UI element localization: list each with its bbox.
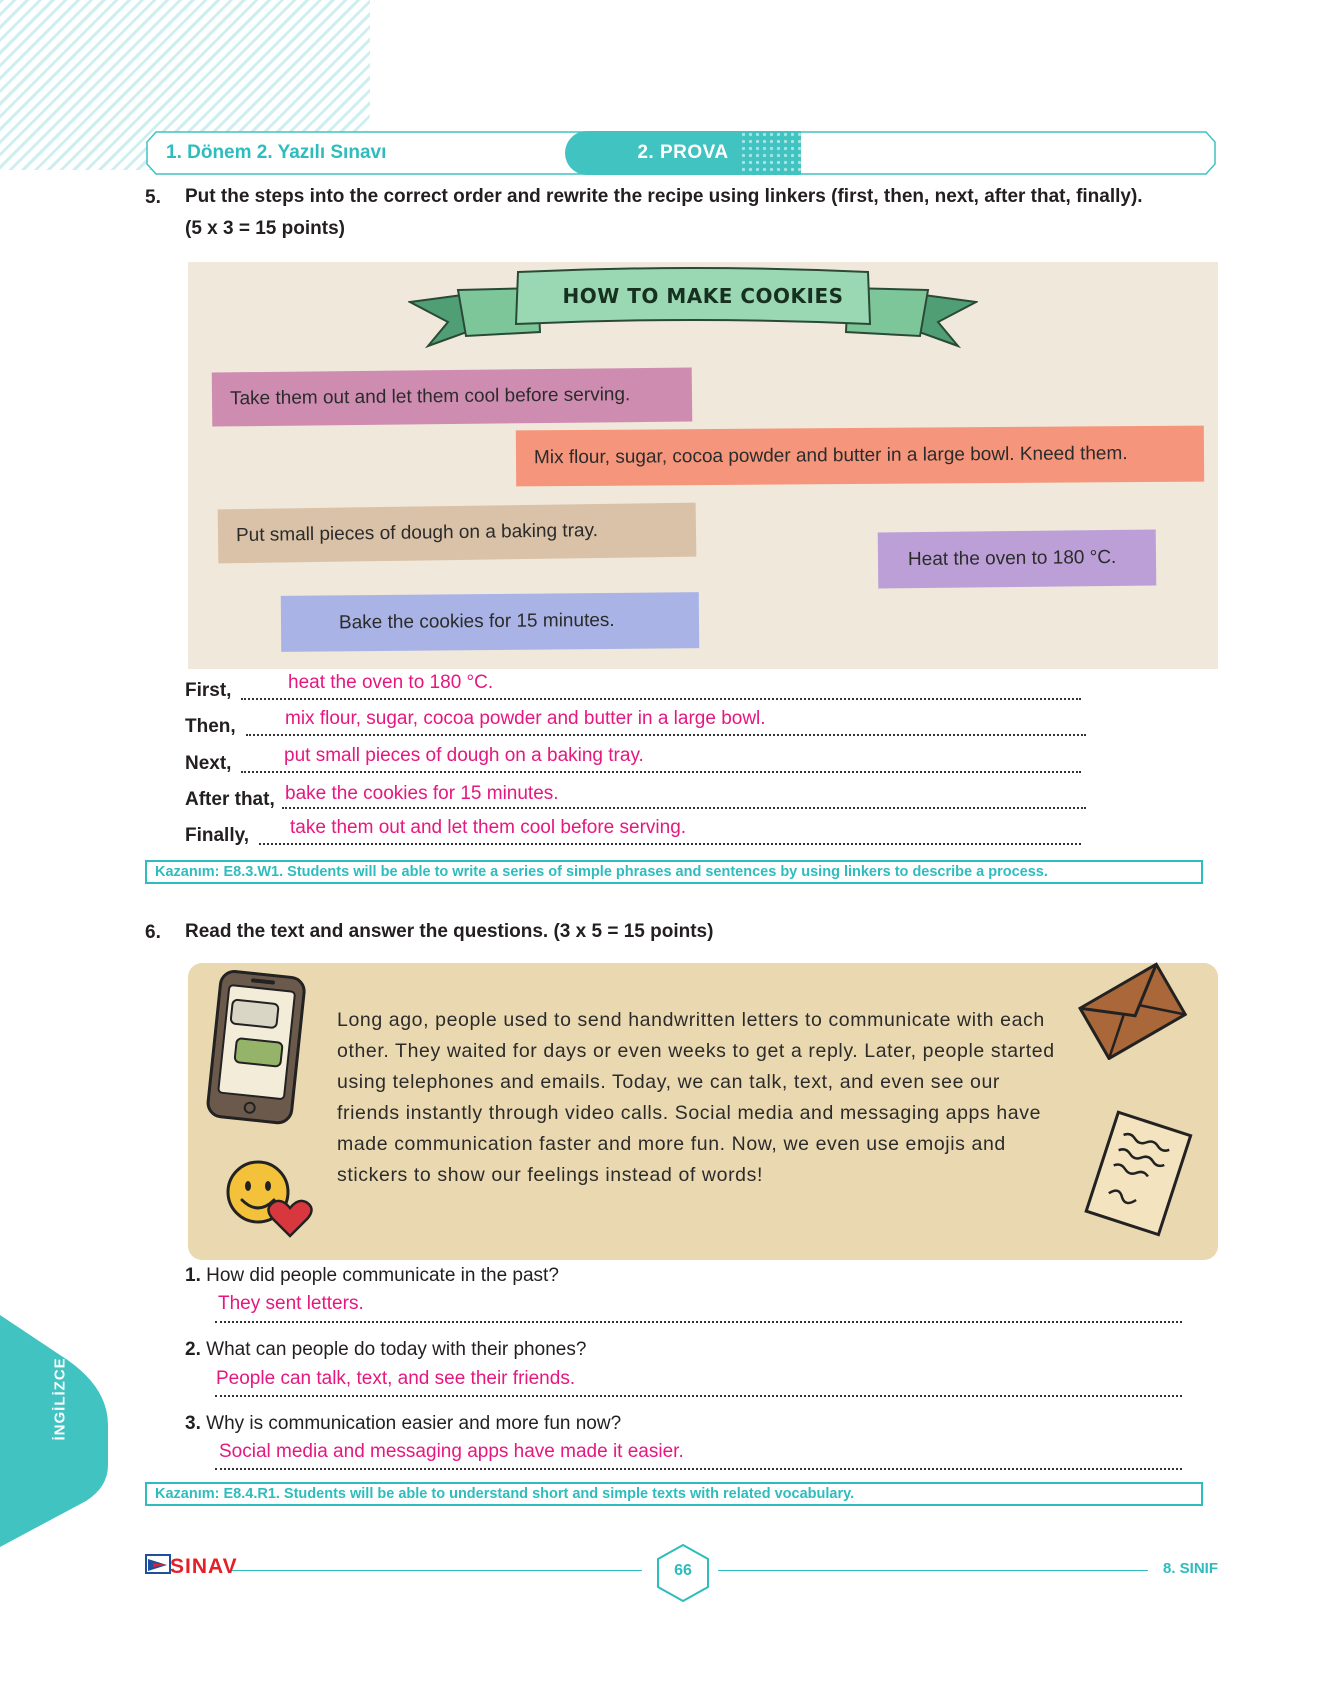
step-text: Heat the oven to 180 °C. [907,546,1117,571]
question-text: What can people do today with their phones? [206,1339,587,1360]
answer-line [246,734,1086,736]
passage-line: Long ago, people used to send handwritten letters to communicate with each [337,1009,1045,1031]
step-card [878,530,1157,589]
answer-line [215,1321,1182,1323]
step-text: Put small pieces of dough on a baking tray. [235,520,599,547]
header-tab-label: 2. PROVA [637,142,729,163]
q6-instruction: Read the text and answer the questions. (3 x 5 = 15 points) [185,921,714,942]
question-number: 3. [185,1413,201,1434]
step-card [212,367,693,426]
passage-line: friends instantly through video calls. Social media and messaging apps have [337,1102,1042,1124]
sinav-logo-icon [145,1553,171,1575]
exam-title: 1. Dönem 2. Yazılı Sınavı [166,142,387,163]
answer-text: They sent letters. [218,1293,364,1314]
phone-icon [196,968,314,1128]
passage-line: other. They waited for days or even weeks to get a reply. Later, people started [337,1040,1055,1062]
smiley-heart-icon [224,1158,314,1238]
step-card [218,503,697,564]
question-number: 2. [185,1339,201,1360]
answer-line [215,1468,1182,1470]
grade-label: 8. SINIF [1163,1560,1219,1577]
answer-text: put small pieces of dough on a baking tray. [284,745,644,766]
passage-line: using telephones and emails. Today, we can talk, text, and even see our [337,1071,1001,1093]
step-text: Mix flour, sugar, cocoa powder and butter in a large bowl. Kneed them. [533,443,1128,469]
reading-passage [337,1005,1077,1191]
answer-label-after-that: After that, [185,789,275,810]
step-text: Bake the cookies for 15 minutes. [338,609,615,634]
q5-number: 5. [145,187,161,208]
page-number: 66 [674,1562,692,1579]
answer-line [259,843,1081,845]
answer-line [282,807,1086,809]
answer-label-next: Next, [185,753,232,774]
passage-line: stickers to show our feelings instead of words! [337,1164,763,1186]
answer-label-first: First, [185,680,232,701]
answer-text: Social media and messaging apps have made it easier. [219,1441,684,1462]
question-1 [185,1265,559,1287]
passage-line: made communication faster and more fun. Now, we even use emojis and [337,1133,1006,1155]
kazanim-q5: Kazanım: E8.3.W1. Students will be able to write a series of simple phrases and sentences by using linkers to describe a process. [145,860,1203,884]
footer-line-left [232,1570,642,1571]
step-text: Take them out and let them cool before serving. [229,384,631,410]
answer-text: heat the oven to 180 °C. [288,672,494,693]
answer-text: bake the cookies for 15 minutes. [285,783,559,804]
step-card [281,592,699,652]
sinav-logo: SINAV [170,1555,238,1578]
q5-instruction: Put the steps into the correct order and rewrite the recipe using linkers (first, then, next, after that, finally). [185,186,1143,207]
answer-label-finally: Finally, [185,825,250,846]
note-paper-icon [1080,1110,1200,1240]
answer-label-then: Then, [185,716,236,737]
answer-line [241,771,1081,773]
question-number: 1. [185,1265,201,1286]
answer-text: People can talk, text, and see their friends. [216,1368,576,1389]
answer-text: mix flour, sugar, cocoa powder and butter in a large bowl. [285,708,766,729]
question-2 [185,1339,586,1361]
banner-title: HOW TO MAKE COOKIES [562,284,844,308]
step-card [516,426,1204,487]
kazanim-q6: Kazanım: E8.4.R1. Students will be able to understand short and simple texts with related vocabulary. [145,1482,1203,1506]
q5-points: (5 x 3 = 15 points) [185,218,345,239]
question-3 [185,1413,621,1435]
q6-number: 6. [145,922,161,943]
question-text: Why is communication easier and more fun now? [206,1413,622,1434]
answer-text: take them out and let them cool before serving. [290,817,687,838]
footer-line-right [718,1570,1148,1571]
question-text: How did people communicate in the past? [206,1265,559,1286]
answer-line [215,1395,1182,1397]
envelope-icon [1078,960,1188,1060]
ribbon-banner [408,266,978,358]
answer-line [241,698,1081,700]
